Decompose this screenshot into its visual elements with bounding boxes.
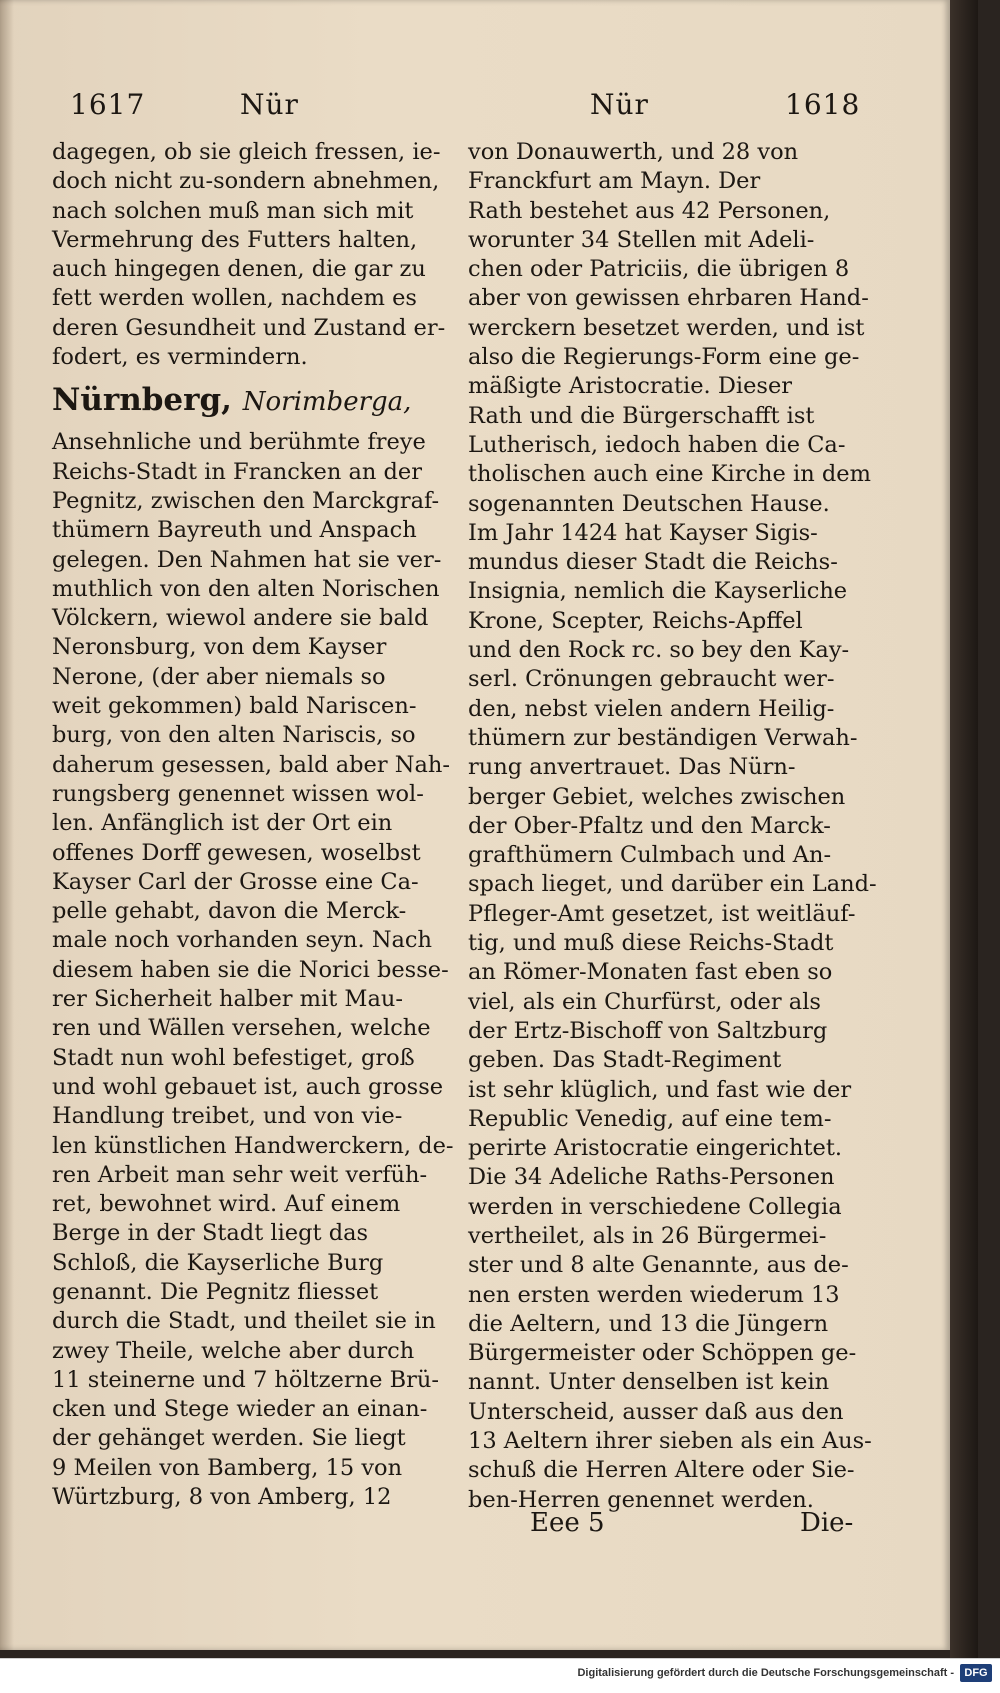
text-line: Kayser Carl der Grosse eine Ca- — [52, 868, 419, 895]
text-line: rung anvertrauet. Das Nürn- — [468, 754, 796, 781]
text-line: aber von gewissen ehrbaren Hand- — [468, 285, 869, 312]
text-line: berger Gebiet, welches zwischen — [468, 783, 846, 810]
right-page-number: 1618 — [785, 88, 861, 121]
text-line: dagegen, ob sie gleich fressen, ie- — [52, 139, 441, 165]
text-line: daherum gesessen, bald aber Nah- — [52, 751, 450, 778]
text-line: perirte Aristocratie eingerichtet. — [468, 1135, 843, 1162]
left-lines-after-heading — [52, 428, 454, 1512]
text-line: 11 steinerne und 7 höltzerne Brü- — [52, 1366, 439, 1393]
text-line: muthlich von den alten Norischen — [52, 575, 440, 602]
text-line: nen ersten werden wiederum 13 — [468, 1281, 840, 1308]
text-line: ster und 8 alte Genannte, aus de- — [468, 1252, 849, 1279]
text-line: genannt. Die Pegnitz fliesset — [52, 1278, 379, 1305]
text-line: burg, von den alten Nariscis, so — [52, 722, 416, 749]
text-line: werckern besetzet werden, und ist — [468, 314, 865, 341]
left-lines-before-heading — [52, 138, 446, 372]
text-line: viel, als ein Churfürst, oder als — [468, 988, 821, 1015]
text-line: Im Jahr 1424 hat Kayser Sigis- — [468, 519, 818, 546]
right-running-title: Nür — [590, 88, 649, 121]
left-text-column — [52, 138, 454, 1512]
text-line: fodert, es vermindern. — [52, 344, 308, 371]
text-line: und wohl gebauet ist, auch grosse — [52, 1073, 444, 1100]
text-line: an Römer-Monaten fast eben so — [468, 959, 833, 986]
text-line: ren Arbeit man sehr weit verfüh- — [52, 1161, 428, 1188]
text-line: Neronsburg, von dem Kayser — [52, 634, 387, 661]
text-line: Krone, Scepter, Reichs-Apffel — [468, 607, 803, 634]
text-line: von Donauwerth, und 28 von — [468, 139, 799, 165]
text-line: auch hingegen denen, die gar zu — [52, 256, 426, 283]
text-line: Die 34 Adeliche Raths-Personen — [468, 1164, 835, 1191]
text-line: Insignia, nemlich die Kayserliche — [468, 578, 848, 605]
text-line: Schloß, die Kayserliche Burg — [52, 1249, 384, 1276]
text-line: sogenannten Deutschen Hause. — [468, 490, 830, 517]
text-line: Ansehnliche und berühmte freye — [52, 429, 426, 456]
text-line: geben. Das Stadt-Regiment — [468, 1047, 782, 1074]
signature-mark: Eee 5 — [530, 1508, 605, 1538]
text-line: ret, bewohnet wird. Auf einem — [52, 1191, 401, 1218]
text-line: Reichs-Stadt in Francken an der — [52, 458, 422, 485]
text-line: Lutherisch, iedoch haben die Ca- — [468, 431, 846, 458]
text-line: Stadt nun wohl befestiget, groß — [52, 1044, 415, 1071]
text-line: Völckern, wiewol andere sie bald — [52, 605, 429, 632]
text-line: spach lieget, und darüber ein Land- — [468, 871, 877, 898]
text-line: Berge in der Stadt liegt das — [52, 1220, 369, 1247]
text-line: Unterscheid, ausser daß aus den — [468, 1398, 844, 1425]
text-line: der gehänget werden. Sie liegt — [52, 1425, 406, 1452]
text-line: Republic Venedig, auf eine tem- — [468, 1105, 832, 1132]
entry-heading-german: Nürnberg, — [52, 382, 232, 419]
entry-heading-latin: Norimberga, — [242, 387, 412, 418]
text-line: thümern zur beständigen Verwah- — [468, 724, 858, 751]
left-page-number: 1617 — [70, 88, 146, 121]
text-line: ist sehr klüglich, und fast wie der — [468, 1076, 852, 1103]
text-line: 9 Meilen von Bamberg, 15 von — [52, 1454, 403, 1481]
left-running-title: Nür — [240, 88, 299, 121]
text-line: worunter 34 Stellen mit Adeli- — [468, 226, 815, 253]
text-line: ren und Wällen versehen, welche — [52, 1015, 431, 1042]
page-edge — [950, 0, 978, 1658]
text-line: chen oder Patriciis, die übrigen 8 — [468, 256, 850, 283]
dfg-logo[interactable]: DFG — [960, 1664, 992, 1682]
text-line: tholischen auch eine Kirche in dem — [468, 461, 871, 488]
text-line: nach solchen muß man sich mit — [52, 197, 414, 224]
text-line: offenes Dorff gewesen, woselbst — [52, 839, 421, 866]
text-line: Rath bestehet aus 42 Personen, — [468, 197, 831, 224]
text-line: mundus dieser Stadt die Reichs- — [468, 549, 838, 576]
text-line: Nerone, (der aber niemals so — [52, 663, 386, 690]
text-line: und den Rock rc. so bey den Kay- — [468, 637, 850, 664]
credit-text: Digitalisierung gefördert durch die Deutsche Forschungsgemeinschaft - — [577, 1667, 954, 1679]
text-line: len künstlichen Handwerckern, de- — [52, 1132, 454, 1159]
text-line: Vermehrung des Futters halten, — [52, 226, 418, 253]
credit-bar — [0, 1658, 1000, 1693]
text-line: doch nicht zu-sondern abnehmen, — [52, 168, 440, 195]
text-line: mäßigte Aristocratie. Dieser — [468, 373, 793, 400]
right-lines — [468, 138, 878, 1515]
text-line: len. Anfänglich ist der Ort ein — [52, 810, 393, 837]
text-line: diesem haben sie die Norici besse- — [52, 956, 449, 983]
text-line: Rath und die Bürgerschafft ist — [468, 402, 815, 429]
spine-shadow — [0, 0, 14, 1650]
text-line: cken und Stege wieder an einan- — [52, 1396, 428, 1423]
text-line: also die Regierungs-Form eine ge- — [468, 344, 860, 371]
text-line: der Ertz-Bischoff von Saltzburg — [468, 1017, 828, 1044]
text-line: der Ober-Pfaltz und den Marck- — [468, 812, 831, 839]
catchword: Die- — [800, 1508, 854, 1538]
text-line: fett werden wollen, nachdem es — [52, 285, 417, 312]
text-line: nannt. Unter denselben ist kein — [468, 1369, 830, 1396]
text-line: grafthümern Culmbach und An- — [468, 842, 832, 869]
text-line: deren Gesundheit und Zustand er- — [52, 314, 446, 341]
text-line: Pfleger-Amt gesetzet, ist weitläuf- — [468, 900, 856, 927]
text-line: weit gekommen) bald Nariscen- — [52, 693, 417, 720]
text-line: serl. Crönungen gebraucht wer- — [468, 666, 835, 693]
text-line: den, nebst vielen andern Heilig- — [468, 695, 835, 722]
text-line: tig, und muß diese Reichs-Stadt — [468, 930, 834, 957]
text-line: male noch vorhanden seyn. Nach — [52, 927, 433, 954]
text-line: werden in verschiedene Collegia — [468, 1193, 842, 1220]
text-line: ben-Herren genennet werden. — [468, 1486, 814, 1513]
text-line: Pegnitz, zwischen den Marckgraf- — [52, 487, 440, 514]
text-line: Würtzburg, 8 von Amberg, 12 — [52, 1484, 392, 1511]
text-line: rungsberg genennet wissen wol- — [52, 780, 424, 807]
text-line: die Aeltern, und 13 die Jüngern — [468, 1310, 829, 1337]
text-line: Handlung treibet, und von vie- — [52, 1103, 403, 1130]
text-line: schuß die Herren Altere oder Sie- — [468, 1457, 855, 1484]
text-line: durch die Stadt, und theilet sie in — [52, 1308, 436, 1335]
text-line: Franckfurt am Mayn. Der — [468, 168, 761, 195]
text-line: 13 Aeltern ihrer sieben als ein Aus- — [468, 1428, 872, 1455]
text-line: rer Sicherheit halber mit Mau- — [52, 986, 403, 1013]
entry-heading — [52, 378, 442, 424]
text-line: gelegen. Den Nahmen hat sie ver- — [52, 546, 442, 573]
text-line: pelle gehabt, davon die Merck- — [52, 898, 407, 925]
text-line: vertheilet, als in 26 Bürgermei- — [468, 1222, 827, 1249]
text-line: Bürgermeister oder Schöppen ge- — [468, 1340, 857, 1367]
text-line: thümern Bayreuth und Anspach — [52, 517, 417, 544]
right-text-column — [468, 138, 878, 1515]
text-line: zwey Theile, welche aber durch — [52, 1337, 415, 1364]
